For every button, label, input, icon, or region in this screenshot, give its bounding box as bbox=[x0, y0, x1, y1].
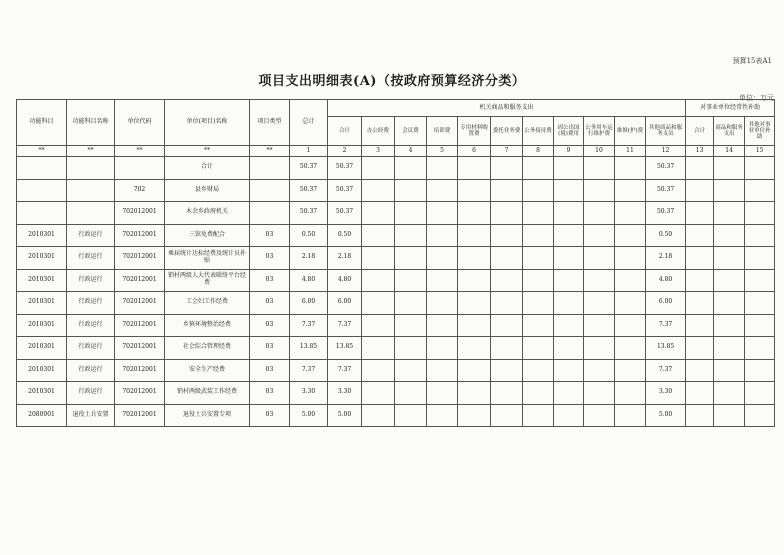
cell-proj-type: 03 bbox=[250, 404, 290, 427]
cell-empty bbox=[615, 359, 646, 382]
cell-empty bbox=[554, 314, 584, 337]
table-row bbox=[17, 247, 775, 270]
index-cell: ** bbox=[67, 146, 115, 157]
cell-empty bbox=[362, 247, 395, 270]
cell-empty bbox=[584, 404, 615, 427]
cell-func-name: 退役士兵安置 bbox=[67, 404, 115, 427]
cell-empty bbox=[427, 314, 458, 337]
cell-func-name: 行政运行 bbox=[67, 269, 115, 292]
cell-func-name bbox=[67, 179, 115, 202]
cell-unit-code: 702012001 bbox=[115, 382, 165, 405]
cell-empty bbox=[458, 157, 491, 180]
table-row bbox=[17, 404, 775, 427]
index-cell: ** bbox=[17, 146, 67, 157]
index-cell: 5 bbox=[427, 146, 458, 157]
cell-empty bbox=[362, 359, 395, 382]
cell-proj-type: 03 bbox=[250, 382, 290, 405]
index-cell: 1 bbox=[290, 146, 328, 157]
cell-empty bbox=[427, 157, 458, 180]
cell-empty bbox=[554, 224, 584, 247]
cell-empty bbox=[427, 337, 458, 360]
cell-empty bbox=[584, 202, 615, 225]
cell-empty bbox=[745, 247, 775, 270]
cell-total: 7.37 bbox=[290, 359, 328, 382]
cell-empty bbox=[458, 359, 491, 382]
cell-empty bbox=[615, 157, 646, 180]
cell-empty bbox=[554, 359, 584, 382]
cell-empty bbox=[615, 224, 646, 247]
cell-unit-name: 安全生产经费 bbox=[165, 359, 250, 382]
cell-empty bbox=[523, 179, 554, 202]
cell-empty bbox=[427, 404, 458, 427]
cell-g1-total: 50.37 bbox=[328, 179, 362, 202]
cell-empty bbox=[395, 359, 427, 382]
cell-func-name bbox=[67, 157, 115, 180]
cell-empty bbox=[523, 404, 554, 427]
cell-unit-name: 县乡财局 bbox=[165, 179, 250, 202]
header-group-subsidy: 对事业单位经常性补助 bbox=[686, 100, 775, 117]
cell-empty bbox=[615, 202, 646, 225]
cell-empty bbox=[427, 269, 458, 292]
cell-empty bbox=[491, 157, 523, 180]
cell-empty bbox=[362, 157, 395, 180]
cell-empty bbox=[714, 179, 745, 202]
cell-empty bbox=[686, 404, 714, 427]
cell-empty bbox=[458, 179, 491, 202]
index-cell: 8 bbox=[523, 146, 554, 157]
cell-empty bbox=[523, 382, 554, 405]
page-title: 项目支出明细表(A)（按政府预算经济分类） bbox=[258, 74, 526, 89]
cell-empty bbox=[395, 157, 427, 180]
cell-empty bbox=[584, 157, 615, 180]
cell-empty bbox=[584, 382, 615, 405]
cell-empty bbox=[362, 202, 395, 225]
cell-empty bbox=[584, 224, 615, 247]
cell-empty bbox=[458, 314, 491, 337]
cell-proj-type: 03 bbox=[250, 337, 290, 360]
cell-empty bbox=[745, 404, 775, 427]
cell-empty bbox=[523, 292, 554, 315]
cell-proj-type bbox=[250, 202, 290, 225]
cell-func-name: 行政运行 bbox=[67, 224, 115, 247]
cell-g1-total: 4.80 bbox=[328, 269, 362, 292]
cell-empty bbox=[714, 224, 745, 247]
cell-empty bbox=[395, 337, 427, 360]
cell-total: 4.80 bbox=[290, 269, 328, 292]
header-func-name: 功能科目名称 bbox=[67, 100, 115, 146]
cell-empty bbox=[615, 337, 646, 360]
header-goods-col: 培训费 bbox=[427, 117, 458, 146]
cell-other-goods: 50.37 bbox=[646, 202, 686, 225]
header-total: 总计 bbox=[290, 100, 328, 146]
cell-empty bbox=[491, 247, 523, 270]
cell-func-code: 2010301 bbox=[17, 292, 67, 315]
index-cell: 11 bbox=[615, 146, 646, 157]
cell-empty bbox=[491, 359, 523, 382]
cell-empty bbox=[523, 269, 554, 292]
cell-unit-code: 702012001 bbox=[115, 202, 165, 225]
table-row bbox=[17, 224, 775, 247]
cell-unit-name: 合计 bbox=[165, 157, 250, 180]
cell-empty bbox=[427, 247, 458, 270]
header-unit-code: 单位代码 bbox=[115, 100, 165, 146]
cell-unit-code: 702012001 bbox=[115, 359, 165, 382]
cell-empty bbox=[491, 269, 523, 292]
cell-func-code bbox=[17, 202, 67, 225]
cell-empty bbox=[458, 247, 491, 270]
cell-empty bbox=[362, 292, 395, 315]
cell-empty bbox=[714, 314, 745, 337]
cell-empty bbox=[362, 382, 395, 405]
cell-empty bbox=[686, 157, 714, 180]
cell-empty bbox=[395, 292, 427, 315]
index-cell: ** bbox=[115, 146, 165, 157]
cell-empty bbox=[554, 382, 584, 405]
header-goods-col: 办公经费 bbox=[362, 117, 395, 146]
cell-empty bbox=[491, 382, 523, 405]
cell-empty bbox=[491, 404, 523, 427]
cell-other-goods: 4.80 bbox=[646, 269, 686, 292]
cell-unit-code: 702 bbox=[115, 179, 165, 202]
cell-other-goods: 50.37 bbox=[646, 179, 686, 202]
cell-func-name: 行政运行 bbox=[67, 247, 115, 270]
cell-empty bbox=[458, 224, 491, 247]
cell-empty bbox=[523, 337, 554, 360]
cell-empty bbox=[584, 292, 615, 315]
cell-total: 0.50 bbox=[290, 224, 328, 247]
cell-total: 6.00 bbox=[290, 292, 328, 315]
cell-func-code: 2010301 bbox=[17, 269, 67, 292]
index-cell: ** bbox=[250, 146, 290, 157]
cell-func-code: 2010301 bbox=[17, 359, 67, 382]
cell-g1-total: 3.30 bbox=[328, 382, 362, 405]
cell-empty bbox=[714, 404, 745, 427]
cell-empty bbox=[491, 179, 523, 202]
index-cell: 6 bbox=[458, 146, 491, 157]
unit-label: 单位：万元 bbox=[739, 94, 774, 102]
header-goods-col: 公务用车运行维护费 bbox=[584, 117, 615, 146]
cell-empty bbox=[686, 179, 714, 202]
index-cell: 14 bbox=[714, 146, 745, 157]
cell-unit-name: 社会综合管理经费 bbox=[165, 337, 250, 360]
cell-empty bbox=[686, 202, 714, 225]
cell-other-goods: 0.50 bbox=[646, 224, 686, 247]
cell-empty bbox=[615, 314, 646, 337]
cell-other-goods: 5.00 bbox=[646, 404, 686, 427]
cell-func-code bbox=[17, 157, 67, 180]
cell-empty bbox=[523, 157, 554, 180]
index-cell: 2 bbox=[328, 146, 362, 157]
cell-unit-code: 702012001 bbox=[115, 404, 165, 427]
cell-unit-code: 702012001 bbox=[115, 269, 165, 292]
table-row bbox=[17, 292, 775, 315]
cell-unit-name: 工会妇工作经费 bbox=[165, 292, 250, 315]
cell-empty bbox=[745, 337, 775, 360]
table-row bbox=[17, 314, 775, 337]
table-row bbox=[17, 157, 775, 180]
cell-empty bbox=[554, 269, 584, 292]
cell-empty bbox=[523, 224, 554, 247]
table-row bbox=[17, 382, 775, 405]
cell-empty bbox=[615, 247, 646, 270]
cell-empty bbox=[427, 224, 458, 247]
cell-g1-total: 13.85 bbox=[328, 337, 362, 360]
cell-g1-total: 6.00 bbox=[328, 292, 362, 315]
cell-total: 3.30 bbox=[290, 382, 328, 405]
index-cell: 7 bbox=[491, 146, 523, 157]
cell-empty bbox=[491, 337, 523, 360]
cell-empty bbox=[745, 359, 775, 382]
cell-func-code bbox=[17, 179, 67, 202]
cell-func-code: 2010301 bbox=[17, 382, 67, 405]
cell-empty bbox=[458, 292, 491, 315]
cell-func-name: 行政运行 bbox=[67, 359, 115, 382]
cell-proj-type bbox=[250, 179, 290, 202]
cell-unit-code: 702012001 bbox=[115, 292, 165, 315]
cell-func-code: 2080901 bbox=[17, 404, 67, 427]
cell-empty bbox=[427, 202, 458, 225]
cell-empty bbox=[615, 269, 646, 292]
cell-proj-type: 03 bbox=[250, 247, 290, 270]
cell-proj-type: 03 bbox=[250, 224, 290, 247]
cell-empty bbox=[362, 314, 395, 337]
cell-unit-code bbox=[115, 157, 165, 180]
header-group-goods-services: 机关商品和服务支出 bbox=[328, 100, 686, 117]
cell-empty bbox=[554, 337, 584, 360]
cell-empty bbox=[523, 247, 554, 270]
cell-empty bbox=[458, 382, 491, 405]
cell-func-code: 2010301 bbox=[17, 314, 67, 337]
table-row bbox=[17, 337, 775, 360]
cell-empty bbox=[714, 292, 745, 315]
cell-g1-total: 50.37 bbox=[328, 202, 362, 225]
cell-empty bbox=[615, 382, 646, 405]
cell-empty bbox=[686, 314, 714, 337]
table-row bbox=[17, 359, 775, 382]
cell-other-goods: 6.00 bbox=[646, 292, 686, 315]
cell-func-code: 2010301 bbox=[17, 337, 67, 360]
cell-empty bbox=[458, 202, 491, 225]
cell-empty bbox=[584, 359, 615, 382]
header-goods-col: 因公出国(境)费用 bbox=[554, 117, 584, 146]
cell-empty bbox=[584, 269, 615, 292]
cell-empty bbox=[714, 382, 745, 405]
cell-empty bbox=[523, 314, 554, 337]
cell-g1-total: 0.50 bbox=[328, 224, 362, 247]
cell-empty bbox=[584, 337, 615, 360]
cell-proj-type: 03 bbox=[250, 269, 290, 292]
cell-empty bbox=[686, 337, 714, 360]
index-cell: 3 bbox=[362, 146, 395, 157]
cell-proj-type: 03 bbox=[250, 314, 290, 337]
header-unit-name: 单位(项目)名称 bbox=[165, 100, 250, 146]
cell-empty bbox=[362, 179, 395, 202]
cell-empty bbox=[395, 382, 427, 405]
index-cell: 9 bbox=[554, 146, 584, 157]
cell-empty bbox=[745, 157, 775, 180]
cell-empty bbox=[362, 404, 395, 427]
cell-unit-name: 乘届统计达标经费及统计员补贴 bbox=[165, 247, 250, 270]
index-cell: 12 bbox=[646, 146, 686, 157]
index-cell: 15 bbox=[745, 146, 775, 157]
cell-unit-name: 退役士兵安置专项 bbox=[165, 404, 250, 427]
cell-g1-total: 50.37 bbox=[328, 157, 362, 180]
cell-g1-total: 5.00 bbox=[328, 404, 362, 427]
table-row bbox=[17, 179, 775, 202]
cell-other-goods: 2.18 bbox=[646, 247, 686, 270]
cell-empty bbox=[458, 337, 491, 360]
cell-func-name: 行政运行 bbox=[67, 314, 115, 337]
cell-total: 13.85 bbox=[290, 337, 328, 360]
cell-empty bbox=[395, 314, 427, 337]
cell-unit-name: 乡镇环境整治经费 bbox=[165, 314, 250, 337]
cell-empty bbox=[427, 359, 458, 382]
cell-empty bbox=[714, 359, 745, 382]
cell-empty bbox=[491, 224, 523, 247]
cell-empty bbox=[745, 382, 775, 405]
index-cell: 4 bbox=[395, 146, 427, 157]
cell-unit-code: 702012001 bbox=[115, 224, 165, 247]
cell-unit-code: 702012001 bbox=[115, 314, 165, 337]
cell-total: 50.37 bbox=[290, 179, 328, 202]
cell-empty bbox=[427, 179, 458, 202]
cell-empty bbox=[523, 359, 554, 382]
cell-other-goods: 7.37 bbox=[646, 359, 686, 382]
cell-empty bbox=[395, 247, 427, 270]
cell-empty bbox=[554, 292, 584, 315]
header-goods-col: 合计 bbox=[328, 117, 362, 146]
cell-unit-code: 702012001 bbox=[115, 247, 165, 270]
cell-empty bbox=[458, 404, 491, 427]
cell-g1-total: 7.37 bbox=[328, 359, 362, 382]
cell-empty bbox=[395, 269, 427, 292]
cell-empty bbox=[686, 224, 714, 247]
cell-func-name bbox=[67, 202, 115, 225]
header-goods-col: 委托业务费 bbox=[491, 117, 523, 146]
cell-empty bbox=[491, 202, 523, 225]
cell-func-code: 2010301 bbox=[17, 224, 67, 247]
cell-empty bbox=[714, 247, 745, 270]
index-cell: 10 bbox=[584, 146, 615, 157]
cell-empty bbox=[554, 202, 584, 225]
cell-empty bbox=[686, 269, 714, 292]
cell-empty bbox=[554, 404, 584, 427]
table-row bbox=[17, 269, 775, 292]
index-cell: ** bbox=[165, 146, 250, 157]
cell-empty bbox=[745, 202, 775, 225]
index-cell: 13 bbox=[686, 146, 714, 157]
cell-empty bbox=[362, 224, 395, 247]
header-goods-col: 专用材料购置费 bbox=[458, 117, 491, 146]
cell-func-name: 行政运行 bbox=[67, 337, 115, 360]
cell-empty bbox=[395, 224, 427, 247]
table-row bbox=[17, 202, 775, 225]
cell-empty bbox=[714, 269, 745, 292]
cell-unit-name: 木余乡政府机关 bbox=[165, 202, 250, 225]
cell-empty bbox=[615, 179, 646, 202]
cell-empty bbox=[395, 404, 427, 427]
cell-func-code: 2010301 bbox=[17, 247, 67, 270]
cell-unit-name: 销村两级人大代表联络平台经费 bbox=[165, 269, 250, 292]
cell-empty bbox=[554, 179, 584, 202]
cell-empty bbox=[615, 404, 646, 427]
cell-g1-total: 7.37 bbox=[328, 314, 362, 337]
cell-empty bbox=[427, 382, 458, 405]
header-goods-col: 公务接待费 bbox=[523, 117, 554, 146]
header-goods-col: 其他商品和服务支出 bbox=[646, 117, 686, 146]
cell-other-goods: 3.30 bbox=[646, 382, 686, 405]
cell-empty bbox=[686, 382, 714, 405]
cell-empty bbox=[686, 247, 714, 270]
cell-total: 5.00 bbox=[290, 404, 328, 427]
cell-empty bbox=[395, 202, 427, 225]
cell-empty bbox=[362, 337, 395, 360]
cell-other-goods: 50.37 bbox=[646, 157, 686, 180]
header-func-code: 功能科目 bbox=[17, 100, 67, 146]
cell-empty bbox=[554, 157, 584, 180]
cell-g1-total: 2.18 bbox=[328, 247, 362, 270]
cell-empty bbox=[395, 179, 427, 202]
cell-empty bbox=[745, 224, 775, 247]
cell-empty bbox=[584, 314, 615, 337]
cell-empty bbox=[491, 292, 523, 315]
table-code-label: 预算15表A1 bbox=[732, 57, 772, 65]
cell-empty bbox=[362, 269, 395, 292]
header-subsidy-col: 其他对事业单位补助 bbox=[745, 117, 775, 146]
header-subsidy-col: 合计 bbox=[686, 117, 714, 146]
cell-empty bbox=[615, 292, 646, 315]
cell-empty bbox=[714, 157, 745, 180]
cell-empty bbox=[714, 202, 745, 225]
cell-empty bbox=[745, 269, 775, 292]
cell-empty bbox=[427, 292, 458, 315]
cell-empty bbox=[584, 179, 615, 202]
cell-unit-code: 702012001 bbox=[115, 337, 165, 360]
cell-empty bbox=[745, 179, 775, 202]
cell-empty bbox=[686, 359, 714, 382]
cell-empty bbox=[458, 269, 491, 292]
cell-empty bbox=[523, 202, 554, 225]
cell-total: 7.37 bbox=[290, 314, 328, 337]
cell-empty bbox=[714, 337, 745, 360]
header-subsidy-col: 商品和服务支出 bbox=[714, 117, 745, 146]
cell-total: 50.37 bbox=[290, 157, 328, 180]
cell-empty bbox=[584, 247, 615, 270]
cell-proj-type: 03 bbox=[250, 292, 290, 315]
cell-proj-type bbox=[250, 157, 290, 180]
cell-func-name: 行政运行 bbox=[67, 382, 115, 405]
cell-empty bbox=[491, 314, 523, 337]
cell-unit-name: 三馆免费配合 bbox=[165, 224, 250, 247]
cell-total: 50.37 bbox=[290, 202, 328, 225]
cell-unit-name: 销村两级武装工作经费 bbox=[165, 382, 250, 405]
cell-empty bbox=[686, 292, 714, 315]
cell-empty bbox=[745, 292, 775, 315]
cell-empty bbox=[554, 247, 584, 270]
budget-table bbox=[16, 99, 775, 427]
header-goods-col: 维修(护)费 bbox=[615, 117, 646, 146]
cell-other-goods: 13.85 bbox=[646, 337, 686, 360]
header-goods-col: 会议费 bbox=[395, 117, 427, 146]
header-project-type: 项目类型 bbox=[250, 100, 290, 146]
cell-proj-type: 03 bbox=[250, 359, 290, 382]
cell-func-name: 行政运行 bbox=[67, 292, 115, 315]
cell-other-goods: 7.37 bbox=[646, 314, 686, 337]
cell-total: 2.18 bbox=[290, 247, 328, 270]
cell-empty bbox=[745, 314, 775, 337]
